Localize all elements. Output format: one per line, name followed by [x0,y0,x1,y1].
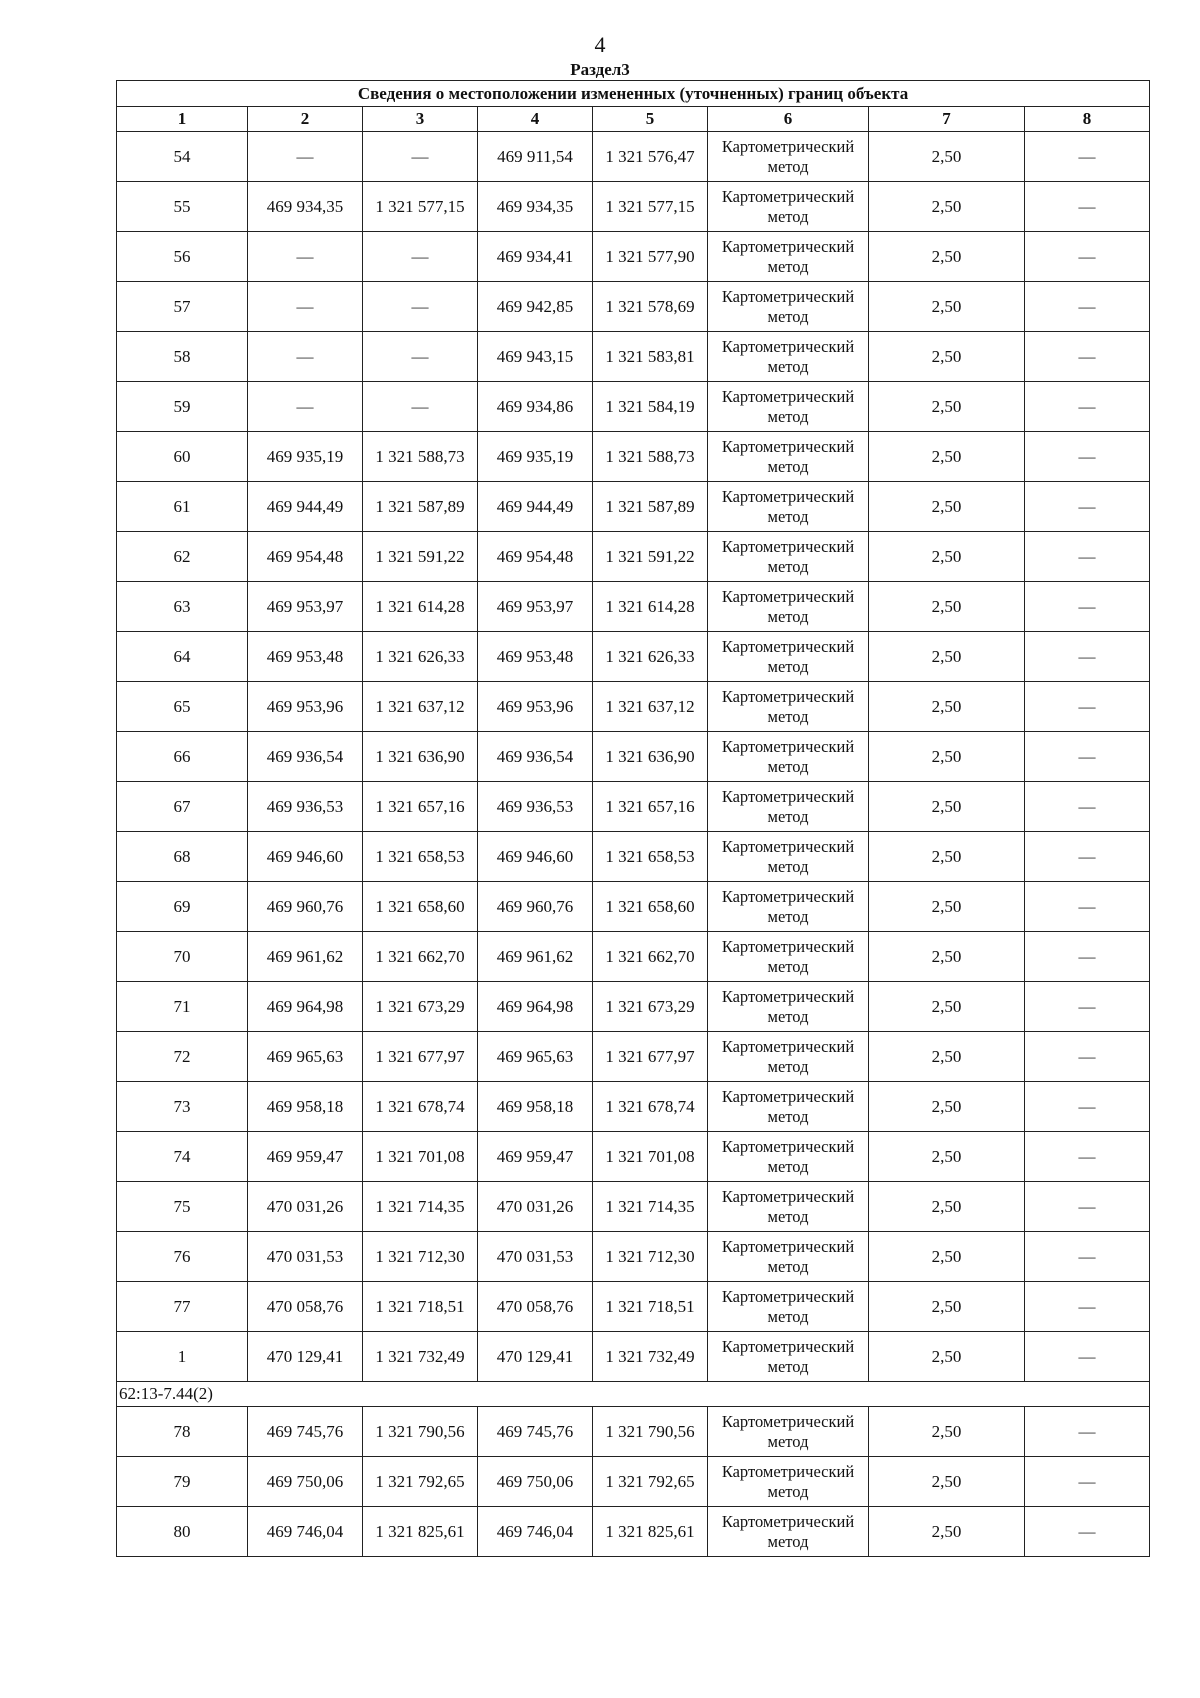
point-number-cell: 60 [117,432,248,482]
existing-y-cell: — [363,332,478,382]
table-row [117,1507,1150,1557]
existing-y-cell: 1 321 591,22 [363,532,478,582]
page-number: 4 [594,32,606,57]
method-cell: Картометрический метод [708,1132,869,1182]
point-number-cell: 57 [117,282,248,332]
refined-x-cell: 469 934,86 [478,382,593,432]
table-row [117,682,1150,732]
accuracy-cell: 2,50 [869,1282,1025,1332]
method-cell: Картометрический метод [708,1282,869,1332]
description-cell: — [1025,1232,1150,1282]
accuracy-cell: 2,50 [869,182,1025,232]
table-row [117,1032,1150,1082]
point-number-cell: 64 [117,632,248,682]
table-caption: Сведения о местоположении измененных (уточненных) границ объекта [117,81,1150,107]
accuracy-cell: 2,50 [869,282,1025,332]
method-cell: Картометрический метод [708,582,869,632]
accuracy-cell: 2,50 [869,1132,1025,1182]
existing-x-cell: 469 958,18 [248,1082,363,1132]
existing-y-cell: 1 321 701,08 [363,1132,478,1182]
description-cell: — [1025,1457,1150,1507]
method-cell: Картометрический метод [708,832,869,882]
existing-y-cell: 1 321 678,74 [363,1082,478,1132]
point-number-cell: 76 [117,1232,248,1282]
existing-x-cell: 470 129,41 [248,1332,363,1382]
existing-x-cell: — [248,382,363,432]
method-cell: Картометрический метод [708,1507,869,1557]
accuracy-cell: 2,50 [869,1332,1025,1382]
accuracy-cell: 2,50 [869,532,1025,582]
description-cell: — [1025,232,1150,282]
existing-x-cell: 469 959,47 [248,1132,363,1182]
point-number-cell: 58 [117,332,248,382]
description-cell: — [1025,982,1150,1032]
existing-y-cell: 1 321 825,61 [363,1507,478,1557]
point-number-cell: 78 [117,1407,248,1457]
method-cell: Картометрический метод [708,132,869,182]
existing-y-cell: 1 321 790,56 [363,1407,478,1457]
table-row [117,1082,1150,1132]
description-cell: — [1025,932,1150,982]
refined-x-cell: 470 031,53 [478,1232,593,1282]
description-cell: — [1025,432,1150,482]
refined-x-cell: 469 959,47 [478,1132,593,1182]
refined-y-cell: 1 321 591,22 [593,532,708,582]
accuracy-cell: 2,50 [869,632,1025,682]
table-row [117,632,1150,682]
accuracy-cell: 2,50 [869,1032,1025,1082]
existing-x-cell: 469 936,54 [248,732,363,782]
method-cell: Картометрический метод [708,232,869,282]
existing-y-cell: 1 321 658,53 [363,832,478,882]
refined-x-cell: 469 960,76 [478,882,593,932]
refined-x-cell: 469 745,76 [478,1407,593,1457]
refined-x-cell: 470 058,76 [478,1282,593,1332]
refined-y-cell: 1 321 584,19 [593,382,708,432]
refined-x-cell: 469 944,49 [478,482,593,532]
group-label-row [117,1382,1150,1407]
method-cell: Картометрический метод [708,1232,869,1282]
existing-y-cell: — [363,132,478,182]
existing-x-cell: 469 746,04 [248,1507,363,1557]
table-row [117,1132,1150,1182]
accuracy-cell: 2,50 [869,232,1025,282]
accuracy-cell: 2,50 [869,682,1025,732]
method-cell: Картометрический метод [708,282,869,332]
method-cell: Картометрический метод [708,1332,869,1382]
refined-x-cell: 469 946,60 [478,832,593,882]
accuracy-cell: 2,50 [869,982,1025,1032]
refined-y-cell: 1 321 577,90 [593,232,708,282]
point-number-cell: 59 [117,382,248,432]
table-row [117,532,1150,582]
refined-y-cell: 1 321 658,60 [593,882,708,932]
method-cell: Картометрический метод [708,532,869,582]
table-row [117,832,1150,882]
existing-x-cell: 469 954,48 [248,532,363,582]
method-cell: Картометрический метод [708,782,869,832]
refined-x-cell: 469 935,19 [478,432,593,482]
existing-x-cell: 469 935,19 [248,432,363,482]
existing-x-cell: 469 953,96 [248,682,363,732]
table-row [117,1407,1150,1457]
description-cell: — [1025,1282,1150,1332]
existing-y-cell: 1 321 677,97 [363,1032,478,1082]
refined-y-cell: 1 321 678,74 [593,1082,708,1132]
description-cell: — [1025,1407,1150,1457]
method-cell: Картометрический метод [708,382,869,432]
existing-y-cell: — [363,232,478,282]
existing-x-cell: — [248,132,363,182]
accuracy-cell: 2,50 [869,432,1025,482]
accuracy-cell: 2,50 [869,382,1025,432]
refined-y-cell: 1 321 626,33 [593,632,708,682]
description-cell: — [1025,632,1150,682]
method-cell: Картометрический метод [708,1182,869,1232]
description-cell: — [1025,532,1150,582]
refined-y-cell: 1 321 673,29 [593,982,708,1032]
existing-x-cell: 469 960,76 [248,882,363,932]
point-number-cell: 67 [117,782,248,832]
existing-x-cell: — [248,232,363,282]
table-row [117,132,1150,182]
refined-y-cell: 1 321 578,69 [593,282,708,332]
accuracy-cell: 2,50 [869,1082,1025,1132]
description-cell: — [1025,332,1150,382]
description-cell: — [1025,582,1150,632]
point-number-cell: 75 [117,1182,248,1232]
table-row [117,982,1150,1032]
existing-y-cell: — [363,282,478,332]
method-cell: Картометрический метод [708,332,869,382]
table-row [117,1457,1150,1507]
existing-y-cell: 1 321 714,35 [363,1182,478,1232]
refined-x-cell: 470 031,26 [478,1182,593,1232]
refined-x-cell: 469 961,62 [478,932,593,982]
refined-x-cell: 469 936,53 [478,782,593,832]
existing-x-cell: 469 953,97 [248,582,363,632]
refined-y-cell: 1 321 577,15 [593,182,708,232]
description-cell: — [1025,1032,1150,1082]
description-cell: — [1025,482,1150,532]
table-row [117,182,1150,232]
accuracy-cell: 2,50 [869,1182,1025,1232]
point-number-cell: 63 [117,582,248,632]
column-number: 3 [363,107,478,132]
refined-y-cell: 1 321 658,53 [593,832,708,882]
description-cell: — [1025,1507,1150,1557]
existing-y-cell: 1 321 626,33 [363,632,478,682]
description-cell: — [1025,832,1150,882]
table-body [117,132,1150,1557]
method-cell: Картометрический метод [708,182,869,232]
method-cell: Картометрический метод [708,882,869,932]
column-number: 2 [248,107,363,132]
existing-y-cell: 1 321 792,65 [363,1457,478,1507]
existing-y-cell: 1 321 614,28 [363,582,478,632]
method-cell: Картометрический метод [708,732,869,782]
existing-x-cell: 469 936,53 [248,782,363,832]
accuracy-cell: 2,50 [869,1407,1025,1457]
description-cell: — [1025,282,1150,332]
table-row [117,232,1150,282]
existing-y-cell: 1 321 732,49 [363,1332,478,1382]
refined-x-cell: 469 943,15 [478,332,593,382]
refined-x-cell: 469 911,54 [478,132,593,182]
refined-x-cell: 469 965,63 [478,1032,593,1082]
table-row [117,882,1150,932]
table-row [117,482,1150,532]
accuracy-cell: 2,50 [869,932,1025,982]
refined-y-cell: 1 321 732,49 [593,1332,708,1382]
refined-x-cell: 469 953,48 [478,632,593,682]
method-cell: Картометрический метод [708,482,869,532]
description-cell: — [1025,1182,1150,1232]
table-row [117,432,1150,482]
existing-x-cell: 469 961,62 [248,932,363,982]
point-number-cell: 69 [117,882,248,932]
table-row [117,1282,1150,1332]
column-number: 1 [117,107,248,132]
refined-x-cell: 469 746,04 [478,1507,593,1557]
accuracy-cell: 2,50 [869,732,1025,782]
existing-x-cell: 469 965,63 [248,1032,363,1082]
existing-x-cell: 470 058,76 [248,1282,363,1332]
refined-y-cell: 1 321 712,30 [593,1232,708,1282]
table-row [117,1182,1150,1232]
existing-x-cell: 469 750,06 [248,1457,363,1507]
point-number-cell: 56 [117,232,248,282]
point-number-cell: 62 [117,532,248,582]
existing-y-cell: 1 321 718,51 [363,1282,478,1332]
column-number-row [117,107,1150,132]
boundary-coordinates-table [116,80,1150,1557]
existing-x-cell: 469 745,76 [248,1407,363,1457]
point-number-cell: 80 [117,1507,248,1557]
refined-x-cell: 469 964,98 [478,982,593,1032]
existing-x-cell: 469 953,48 [248,632,363,682]
existing-y-cell: 1 321 587,89 [363,482,478,532]
refined-y-cell: 1 321 677,97 [593,1032,708,1082]
refined-y-cell: 1 321 825,61 [593,1507,708,1557]
existing-y-cell: 1 321 712,30 [363,1232,478,1282]
table-row [117,932,1150,982]
point-number-cell: 77 [117,1282,248,1332]
description-cell: — [1025,132,1150,182]
existing-x-cell: 470 031,26 [248,1182,363,1232]
group-label: 62:13-7.44(2) [117,1382,1150,1407]
table-row [117,282,1150,332]
method-cell: Картометрический метод [708,932,869,982]
refined-x-cell: 469 953,96 [478,682,593,732]
point-number-cell: 66 [117,732,248,782]
accuracy-cell: 2,50 [869,482,1025,532]
existing-y-cell: 1 321 637,12 [363,682,478,732]
point-number-cell: 55 [117,182,248,232]
point-number-cell: 68 [117,832,248,882]
existing-y-cell: — [363,382,478,432]
existing-x-cell: — [248,282,363,332]
refined-x-cell: 469 750,06 [478,1457,593,1507]
point-number-cell: 70 [117,932,248,982]
column-number: 6 [708,107,869,132]
refined-y-cell: 1 321 790,56 [593,1407,708,1457]
point-number-cell: 73 [117,1082,248,1132]
accuracy-cell: 2,50 [869,332,1025,382]
accuracy-cell: 2,50 [869,832,1025,882]
refined-y-cell: 1 321 636,90 [593,732,708,782]
description-cell: — [1025,882,1150,932]
method-cell: Картометрический метод [708,982,869,1032]
refined-x-cell: 469 942,85 [478,282,593,332]
existing-y-cell: 1 321 658,60 [363,882,478,932]
accuracy-cell: 2,50 [869,882,1025,932]
existing-y-cell: 1 321 657,16 [363,782,478,832]
refined-x-cell: 469 936,54 [478,732,593,782]
existing-y-cell: 1 321 588,73 [363,432,478,482]
column-number: 7 [869,107,1025,132]
section-title: Раздел3 [570,60,630,79]
point-number-cell: 1 [117,1332,248,1382]
refined-y-cell: 1 321 701,08 [593,1132,708,1182]
refined-x-cell: 470 129,41 [478,1332,593,1382]
column-number: 5 [593,107,708,132]
accuracy-cell: 2,50 [869,1507,1025,1557]
table-row [117,1232,1150,1282]
existing-x-cell: 469 934,35 [248,182,363,232]
table-row [117,332,1150,382]
existing-x-cell: 469 964,98 [248,982,363,1032]
refined-x-cell: 469 934,41 [478,232,593,282]
accuracy-cell: 2,50 [869,582,1025,632]
method-cell: Картометрический метод [708,1032,869,1082]
refined-y-cell: 1 321 714,35 [593,1182,708,1232]
table-row [117,582,1150,632]
method-cell: Картометрический метод [708,632,869,682]
description-cell: — [1025,182,1150,232]
method-cell: Картометрический метод [708,432,869,482]
existing-y-cell: 1 321 673,29 [363,982,478,1032]
method-cell: Картометрический метод [708,1082,869,1132]
refined-y-cell: 1 321 614,28 [593,582,708,632]
description-cell: — [1025,782,1150,832]
existing-y-cell: 1 321 577,15 [363,182,478,232]
accuracy-cell: 2,50 [869,132,1025,182]
refined-y-cell: 1 321 792,65 [593,1457,708,1507]
column-number: 4 [478,107,593,132]
point-number-cell: 72 [117,1032,248,1082]
table-row [117,382,1150,432]
table-row [117,732,1150,782]
description-cell: — [1025,1082,1150,1132]
refined-y-cell: 1 321 587,89 [593,482,708,532]
refined-y-cell: 1 321 718,51 [593,1282,708,1332]
column-number: 8 [1025,107,1150,132]
refined-x-cell: 469 934,35 [478,182,593,232]
point-number-cell: 74 [117,1132,248,1182]
point-number-cell: 79 [117,1457,248,1507]
refined-y-cell: 1 321 662,70 [593,932,708,982]
description-cell: — [1025,682,1150,732]
point-number-cell: 61 [117,482,248,532]
existing-y-cell: 1 321 636,90 [363,732,478,782]
accuracy-cell: 2,50 [869,1232,1025,1282]
point-number-cell: 54 [117,132,248,182]
point-number-cell: 65 [117,682,248,732]
refined-y-cell: 1 321 637,12 [593,682,708,732]
point-number-cell: 71 [117,982,248,1032]
refined-x-cell: 469 953,97 [478,582,593,632]
table-row [117,782,1150,832]
existing-x-cell: — [248,332,363,382]
method-cell: Картометрический метод [708,1457,869,1507]
description-cell: — [1025,1132,1150,1182]
existing-x-cell: 469 946,60 [248,832,363,882]
refined-y-cell: 1 321 583,81 [593,332,708,382]
refined-x-cell: 469 958,18 [478,1082,593,1132]
accuracy-cell: 2,50 [869,782,1025,832]
refined-y-cell: 1 321 576,47 [593,132,708,182]
method-cell: Картометрический метод [708,682,869,732]
refined-x-cell: 469 954,48 [478,532,593,582]
description-cell: — [1025,1332,1150,1382]
accuracy-cell: 2,50 [869,1457,1025,1507]
description-cell: — [1025,732,1150,782]
existing-x-cell: 469 944,49 [248,482,363,532]
description-cell: — [1025,382,1150,432]
refined-y-cell: 1 321 657,16 [593,782,708,832]
existing-x-cell: 470 031,53 [248,1232,363,1282]
existing-y-cell: 1 321 662,70 [363,932,478,982]
refined-y-cell: 1 321 588,73 [593,432,708,482]
table-row [117,1332,1150,1382]
method-cell: Картометрический метод [708,1407,869,1457]
